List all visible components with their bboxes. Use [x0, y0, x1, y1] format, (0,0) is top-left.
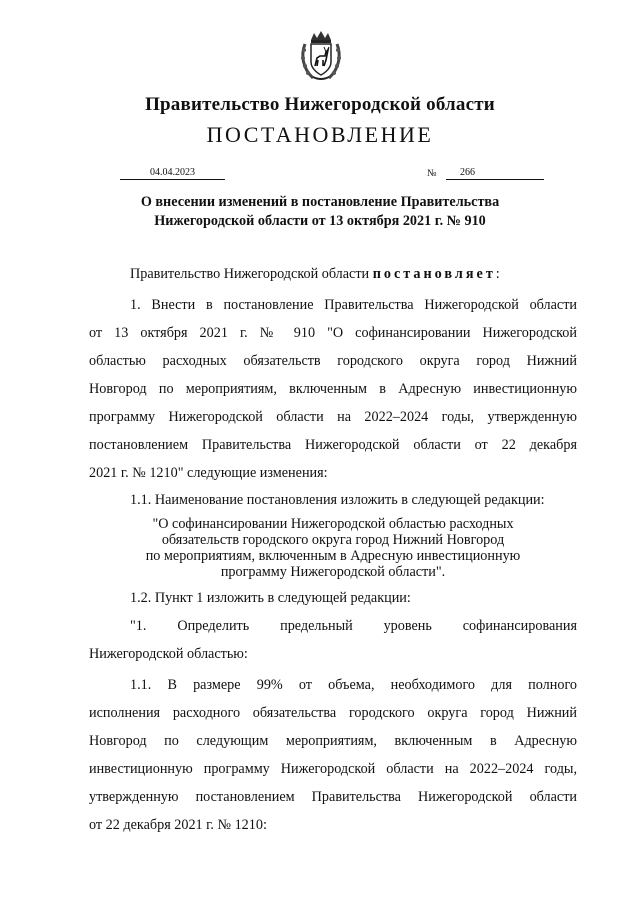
subject-line: Нижегородской области от 13 октября 2021 г. № 910 — [154, 213, 486, 229]
subject-line: О внесении изменений в постановление Правительства — [140, 194, 500, 210]
document-number: 266 — [446, 166, 544, 180]
subpoint-1-1-paragraph — [89, 673, 577, 837]
intro-suffix: : — [495, 266, 500, 282]
paragraph-line: "1. Определить предельный уровень софинансирования — [130, 618, 577, 634]
paragraph-line: областью расходных обязательств городского округа город Нижний — [89, 353, 577, 369]
government-title: Правительство Нижегородской области — [145, 94, 495, 115]
coat-of-arms-emblem — [299, 30, 343, 82]
quote-line: обязательств городского округа город Нижний Новгород — [161, 532, 505, 548]
intro-paragraph — [89, 262, 577, 286]
paragraph-1-2: 1.2. Пункт 1 изложить в следующей редакции: — [130, 590, 411, 606]
paragraph-line: Нижегородской областью: — [89, 646, 248, 662]
paragraph-line: от 13 октября 2021 г. № 910 "О софинансировании Нижегородской — [89, 325, 577, 341]
paragraph-line: исполнения расходного обязательства городского округа город Нижний — [89, 705, 577, 721]
paragraph-line: постановлением Правительства Нижегородской области от 22 декабря — [89, 437, 577, 453]
paragraph-line: 2021 г. № 1210" следующие изменения: — [89, 465, 328, 481]
quoted-title — [89, 516, 577, 580]
paragraph-line: от 22 декабря 2021 г. № 1210: — [89, 817, 267, 833]
paragraph-line: 1.1. В размере 99% от объема, необходимого для полного — [130, 677, 577, 693]
paragraph-1 — [89, 293, 577, 485]
document-date: 04.04.2023 — [120, 166, 225, 180]
paragraph-line: утвержденную постановлением Правительства Нижегородской области — [89, 789, 577, 805]
point-1-paragraph — [89, 614, 577, 666]
document-subject — [0, 193, 640, 231]
document-body — [89, 262, 577, 837]
paragraph-line: 1. Внести в постановление Правительства Нижегородской области — [130, 297, 577, 313]
paragraph-line: программу Нижегородской области на 2022–2024 годы, утвержденную — [89, 409, 577, 425]
quote-line: по мероприятиям, включенным в Адресную инвестиционную — [145, 548, 521, 564]
intro-prefix: Правительство Нижегородской области — [130, 266, 370, 282]
document-type: ПОСТАНОВЛЕНИЕ — [206, 122, 434, 147]
paragraph-1-1: 1.1. Наименование постановления изложить в следующей редакции: — [130, 492, 545, 508]
paragraph-line: инвестиционную программу Нижегородской области на 2022–2024 годы, — [89, 761, 577, 777]
intro-verb: постановляет — [372, 266, 496, 282]
number-label: № — [427, 168, 437, 179]
paragraph-line: Новгород по мероприятиям, включенным в Адресную инвестиционную — [89, 381, 577, 397]
quote-line: "О софинансировании Нижегородской областью расходных — [152, 516, 514, 532]
paragraph-line: Новгород по следующим мероприятиям, включенным в Адресную — [89, 733, 577, 749]
quote-line: программу Нижегородской области". — [220, 564, 446, 580]
